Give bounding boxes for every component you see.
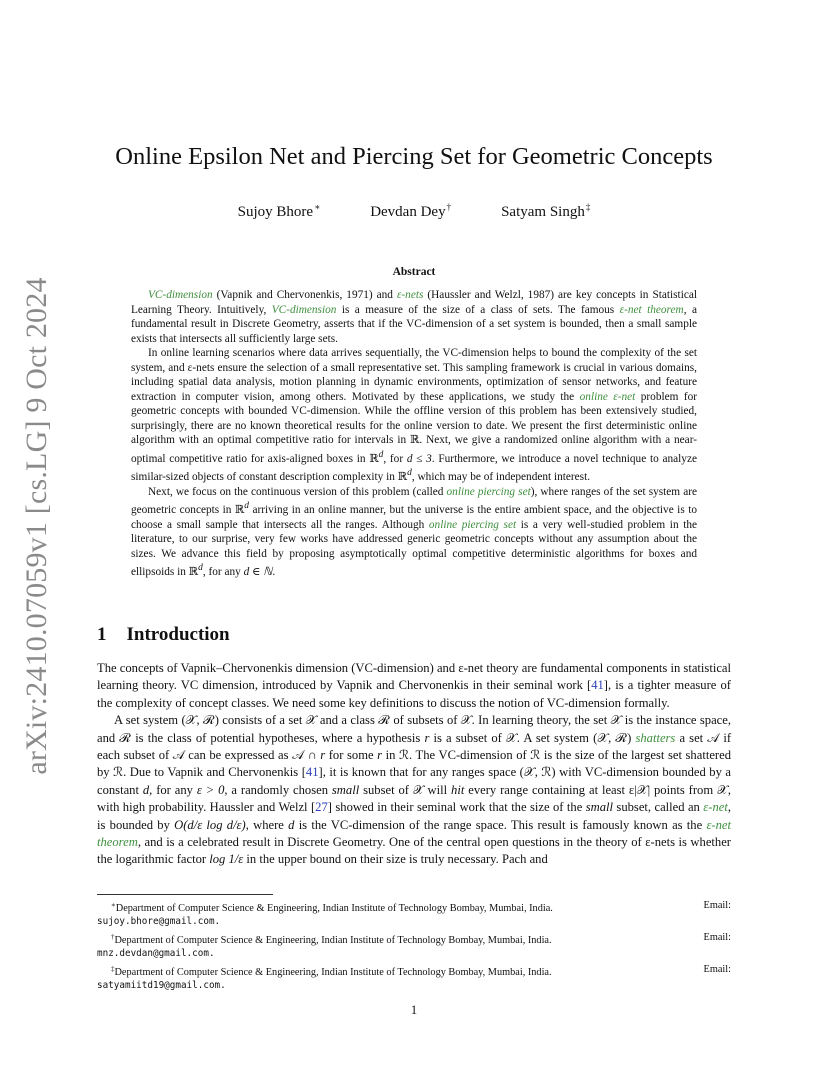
section-title: Introduction (126, 624, 230, 645)
body-text: for some (325, 748, 378, 763)
citation-link[interactable]: 41 (591, 678, 604, 693)
math-inline: ε > 0 (196, 782, 225, 797)
math-inline: log 1/ε (209, 852, 244, 867)
footnote-affiliation: Department of Computer Science & Engineering, Indian Institute of Technology Bombay, Mumbai, India. (114, 934, 552, 946)
math-inline: d ≤ 3 (406, 452, 432, 465)
body-text: in ℛ. The VC-dimension of ℛ is the size of the largest set shattered by ℛ. Due to Vapnik and Chervonenkis [ (97, 748, 731, 780)
abstract-text: arriving in an online manner, but the universe is the entire ambient space, and the objective is to choose a small sample that intersects all the ranges. Although (131, 503, 697, 531)
body-text: is a subset of 𝒳. A set system (𝒳, ℛ) (429, 730, 636, 745)
body-text: The concepts of Vapnik–Chervonenkis dimension (VC-dimension) and ε-net theory are fundamental components in statistical learning theory. VC dimension, introduced by Vapnik and Chervonenkis in their seminal work [ (97, 661, 731, 693)
math-superscript: d (244, 501, 249, 512)
author-3 (501, 202, 590, 221)
abstract-text: is a very well-studied problem in the literature, to our surprise, very few works have addressed generic geometric concepts without any assumption about the sizes. We advance this field by proposing asymptotically optimal competitive deterministic algorithms for boxes and ellipsoids in ℝ (131, 518, 697, 578)
shatters-link[interactable]: shatters (635, 730, 676, 745)
citation-link[interactable]: 41 (305, 765, 319, 780)
footnote-email-label: Email: (703, 963, 731, 975)
footnote-mark: † (111, 932, 115, 941)
abstract-text: , for (383, 452, 407, 465)
abstract-text: ), where ranges of the set system are geometric concepts in ℝ (131, 485, 697, 516)
arxiv-stamp-text: arXiv:2410.07059v1 [cs.LG] 9 Oct 2024 (20, 277, 53, 775)
author-list (0, 202, 828, 221)
emphasis-text: small (585, 800, 614, 815)
epsilon-net-theorem-link[interactable]: ε-net theorem (619, 303, 684, 316)
body-text: , a randomly chosen (224, 782, 332, 797)
body-text: a set 𝒜 if each subset of 𝒜 can be expressed as 𝒜 ∩ (97, 730, 732, 763)
author-name: Devdan Dey (370, 204, 446, 220)
author-email[interactable]: sujoy.bhore@gmail.com. (97, 916, 221, 928)
body-text: every range containing at least ε|𝒳| points from 𝒳, with high probability. Haussler and Welzl [ (97, 782, 731, 815)
footnote-mark: ∗ (111, 901, 116, 909)
footnotes (97, 899, 731, 994)
page-number: 1 (410, 1003, 418, 1017)
section-number: 1 (97, 624, 107, 645)
author-footnote-mark: † (446, 202, 452, 212)
math-inline: d (288, 817, 295, 832)
math-superscript: d (407, 468, 412, 479)
epsilon-net-theorem-link[interactable]: ε-net theorem (97, 817, 731, 850)
body-text: , for any (149, 782, 197, 797)
author-1 (238, 202, 321, 221)
intro-paragraph-1 (97, 660, 731, 712)
body-text: subset, called an (613, 800, 704, 815)
body-text: A set system (𝒳, ℛ) consists of a set 𝒳 and a class ℛ of subsets of 𝒳. In learning theory, the set 𝒳 is the instance space, and ℛ is the class of potential hypotheses, where a hypothesis (97, 713, 731, 745)
abstract-text: (Haussler and Welzl, 1987) are key concepts in Statistical Learning Theory. Intuitively, (131, 289, 697, 316)
vc-dimension-link[interactable]: VC-dimension (148, 289, 213, 301)
body-text: subset of 𝒳 will (359, 782, 452, 797)
math-superscript: d (198, 563, 203, 574)
author-name: Satyam Singh (501, 204, 585, 220)
body-text: ], is a tighter measure of the complexity of concept classes. We need some key definitions to discuss the notion of VC-dimension formally. (97, 678, 731, 710)
footnote-3 (97, 963, 731, 992)
vc-dimension-link[interactable]: VC-dimension (271, 303, 337, 316)
online-epsilon-net-link[interactable]: online ε-net (579, 390, 636, 403)
arxiv-identifier-stamp (17, 277, 57, 775)
author-2 (370, 202, 451, 221)
abstract-body (131, 288, 697, 579)
abstract-text: , a fundamental result in Discrete Geometry, asserts that if the VC-dimension of a set system is bounded, then a small sample exists that intersects all sufficiently large sets. (131, 303, 697, 345)
author-name: Sujoy Bhore (237, 204, 314, 220)
footnote-1 (97, 899, 731, 928)
abstract-text: , for any (202, 565, 244, 578)
math-inline: d ∈ ℕ (243, 565, 273, 578)
abstract-paragraph-3 (131, 485, 697, 580)
paper-title: Online Epsilon Net and Piercing Set for Geometric Concepts (115, 143, 713, 170)
emphasis-text: hit (451, 782, 465, 797)
body-text: in the upper bound on their size is truly necessary. Pach and (243, 852, 548, 867)
math-inline: d (142, 782, 150, 797)
math-inline: r (320, 748, 326, 763)
abstract-text: problem for geometric concepts with bounded VC-dimension. While the offline version of this problem has been extensively studied, surprisingly, there are no known theoretical results for the online version to date. We present the first deterministic online algorithm with an optimal competitive ratio for intervals in ℝ. Next, we give a randomized online algorithm with a near-optimal competitive ratio for axis-aligned boxes in ℝ (131, 390, 698, 465)
intro-paragraph-2 (97, 712, 731, 869)
math-inline: r (424, 730, 430, 745)
section-heading-introduction (97, 624, 230, 646)
footnote-email-label: Email: (703, 900, 731, 911)
abstract-paragraph-2 (131, 346, 697, 484)
author-footnote-mark: ∗ (314, 202, 321, 212)
author-email[interactable]: mnz.devdan@gmail.com. (97, 947, 215, 959)
citation-link[interactable]: 27 (315, 800, 328, 815)
footnote-divider (97, 894, 273, 895)
introduction-body (97, 660, 731, 869)
online-piercing-set-link[interactable]: online piercing set (428, 518, 517, 531)
online-piercing-set-link[interactable]: online piercing set (446, 485, 531, 498)
body-text: is the VC-dimension of the range space. This result is famously known as the (294, 817, 707, 832)
epsilon-nets-link[interactable]: ε-nets (396, 289, 424, 301)
abstract-text: In online learning scenarios where data arrives sequentially, the VC-dimension helps to bound the complexity of the set system, and ε-nets ensure the selection of a small representative set. This sampling framework is crucial in various domains, including spatial data analysis, motion planning in dynamic environments, optimization of sensor networks, and feature extraction in computer vision, among others. Motivated by these applications, we study the (131, 347, 697, 403)
author-email[interactable]: satyamiitd19@gmail.com. (97, 979, 226, 991)
epsilon-net-link[interactable]: ε-net (703, 800, 728, 815)
body-text: , and is a celebrated result in Discrete Geometry. One of the central open questions in the theory of ε-nets is whether the logarithmic factor (97, 835, 731, 867)
abstract-text: (Vapnik and Chervonenkis, 1971) and (212, 289, 397, 301)
body-text: ], it is known that for any ranges space (𝒳, ℛ) with VC-dimension bounded by a constant (97, 765, 731, 797)
abstract-text: is a measure of the size of a class of sets. The famous (336, 303, 620, 316)
footnote-2 (97, 931, 731, 960)
abstract-text: , which may be of independent interest. (411, 471, 591, 484)
footnote-affiliation: Department of Computer Science & Engineering, Indian Institute of Technology Bombay, Mumbai, India. (115, 903, 553, 914)
body-text: , is bounded by (97, 800, 731, 832)
abstract-text: Next, we focus on the continuous version of this problem (called (148, 485, 447, 498)
body-text: , where (245, 817, 289, 832)
footnote-affiliation: Department of Computer Science & Engineering, Indian Institute of Technology Bombay, Mumbai, India. (114, 966, 552, 978)
math-superscript: d (378, 450, 384, 461)
emphasis-text: small (331, 782, 360, 797)
abstract-text: . Furthermore, we introduce a novel technique to analyze similar-sized objects of constant description complexity in ℝ (131, 452, 697, 484)
math-inline: O(d/ε log d/ε) (174, 817, 246, 832)
author-footnote-mark: ‡ (585, 202, 591, 212)
abstract-paragraph-1 (131, 288, 697, 346)
footnote-email-label: Email: (703, 931, 731, 943)
abstract-text: . (272, 565, 276, 578)
footnote-mark: ‡ (111, 964, 115, 973)
abstract-heading: Abstract (392, 266, 436, 278)
body-text: ] showed in their seminal work that the size of the (327, 800, 586, 815)
math-inline: r (377, 748, 383, 763)
